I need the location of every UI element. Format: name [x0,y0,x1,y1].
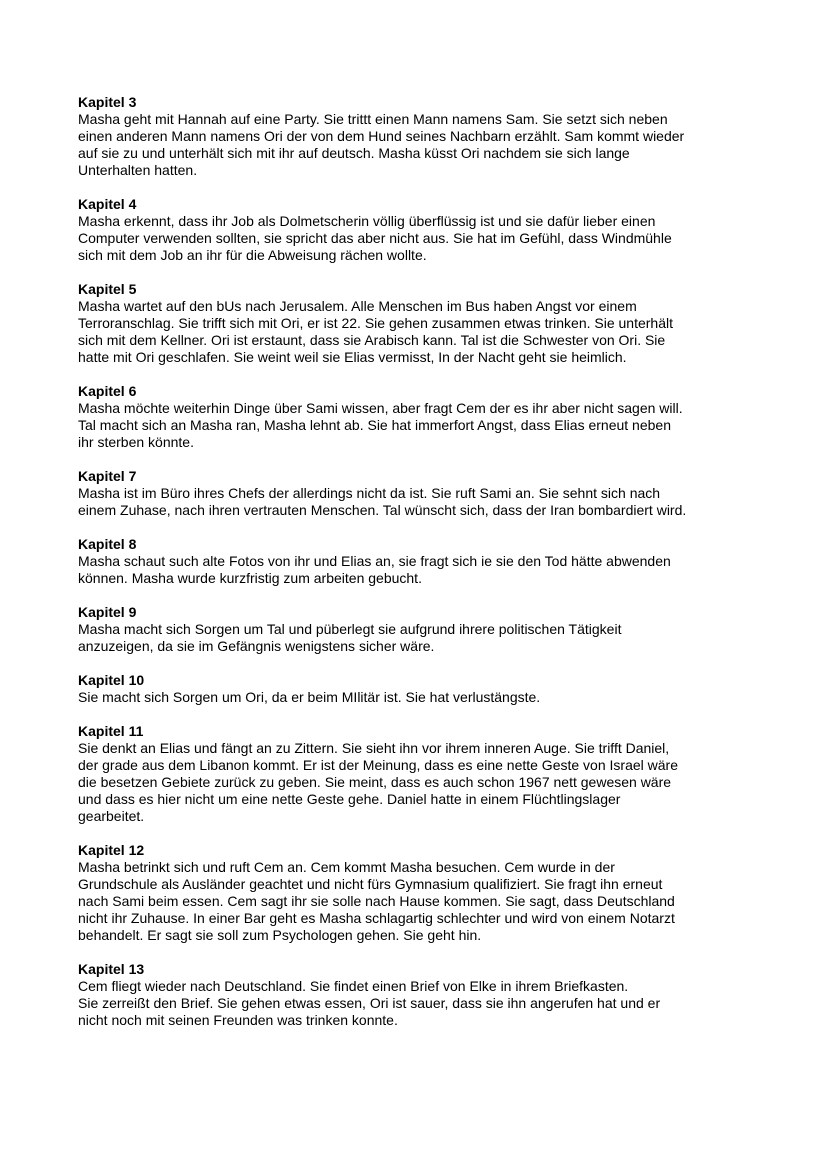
chapter-section-5 [78,281,758,366]
chapter-section-4 [78,196,758,264]
chapter-summary-text: Masha macht sich Sorgen um Tal und püberlegt sie aufgrund ihrere politischen Tätigkeit anzuzeigen, da sie im Gefängnis wenigstens sicher wäre. [78,621,622,654]
chapter-section-8 [78,536,758,587]
chapter-section-6 [78,383,758,451]
chapter-section-3 [78,94,758,179]
chapter-summary-text: Masha schaut such alte Fotos von ihr und Elias an, sie fragt sich ie sie den Tod hätte abwenden können. Masha wurde kurzfristig zum arbeiten gebucht. [78,553,671,586]
chapter-section-7 [78,468,758,519]
chapter-section-9 [78,604,758,655]
chapter-summary-text: Sie denkt an Elias und fängt an zu Zittern. Sie sieht ihn vor ihrem inneren Auge. Sie trifft Daniel, der grade aus dem Libanon kommt. Er ist der Meinung, dass es eine nette Geste von Israel wäre die besetzen Gebiete zurück zu geben. Sie meint, dass es auch schon 1967 nett gewesen wäre und dass es hier nicht um eine nette Geste gehe. Daniel hatte in einem Flüchtlingslager gearbeitet. [78,740,678,824]
chapter-heading: Kapitel 11 [78,723,144,739]
chapter-section-10 [78,672,758,706]
chapter-summary-text: Masha betrinkt sich und ruft Cem an. Cem kommt Masha besuchen. Cem wurde in der Grundschule als Ausländer geachtet und nicht fürs Gymnasium qualifiziert. Sie fragt ihn erneut nach Sami beim essen. Cem sagt ihr sie solle nach Hause kommen. Sie sagt, dass Deutschland nicht ihr Zuhause. In einer Bar geht es Masha schlagartig schlechter und wird von einem Notarzt behandelt. Er sagt sie soll zum Psychologen gehen. Sie geht hin. [78,859,675,943]
chapter-summary-text: Cem fliegt wieder nach Deutschland. Sie findet einen Brief von Elke in ihrem Briefkasten. Sie zerreißt den Brief. Sie gehen etwas essen, Ori ist sauer, dass sie ihn angerufen hat und er nicht noch mit seinen Freunden was trinken konnte. [78,978,661,1028]
chapter-heading: Kapitel 13 [78,961,145,977]
chapter-summary-text: Masha erkennt, dass ihr Job als Dolmetscherin völlig überflüssig ist und sie dafür lieber einen Computer verwenden sollten, sie spricht das aber nicht aus. Sie hat im Gefühl, dass Windmühle sich mit dem Job an ihr für die Abweisung rächen wollte. [78,213,672,263]
chapter-heading: Kapitel 9 [78,604,137,620]
chapter-summary-text: Masha ist im Büro ihres Chefs der allerdings nicht da ist. Sie ruft Sami an. Sie sehnt sich nach einem Zuhase, nach ihren vertrauten Menschen. Tal wünscht sich, dass der Iran bombardiert wird. [78,485,687,518]
chapter-heading: Kapitel 5 [78,281,137,297]
chapter-heading: Kapitel 10 [78,672,145,688]
chapter-section-12 [78,842,758,944]
chapter-heading: Kapitel 3 [78,94,137,110]
chapter-section-13 [78,961,758,1029]
chapter-summary-text: Masha möchte weiterhin Dinge über Sami wissen, aber fragt Cem der es ihr aber nicht sagen will. Tal macht sich an Masha ran, Masha lehnt ab. Sie hat immerfort Angst, dass Elias erneut neben ihr sterben könnte. [78,400,683,450]
chapter-summary-text: Sie macht sich Sorgen um Ori, da er beim MIlitär ist. Sie hat verlustängste. [78,689,541,705]
chapter-heading: Kapitel 4 [78,196,137,212]
chapter-heading: Kapitel 12 [78,842,145,858]
chapter-heading: Kapitel 8 [78,536,137,552]
chapter-summary-text: Masha wartet auf den bUs nach Jerusalem. Alle Menschen im Bus haben Angst vor einem Terroranschlag. Sie trifft sich mit Ori, er ist 22. Sie gehen zusammen etwas trinken. Sie unterhält sich mit dem Kellner. Ori ist erstaunt, dass sie Arabisch kann. Tal ist die Schwester von Ori. Sie hatte mit Ori geschlafen. Sie weint weil sie Elias vermisst, In der Nacht geht sie heimlich. [78,298,673,365]
chapter-summary-text: Masha geht mit Hannah auf eine Party. Sie trittt einen Mann namens Sam. Sie setzt sich neben einen anderen Mann namens Ori der von dem Hund seines Nachbarn erzählt. Sam kommt wieder auf sie zu und unterhält sich mit ihr auf deutsch. Masha küsst Ori nachdem sie sich lange Unterhalten hatten. [78,111,685,178]
chapter-heading: Kapitel 7 [78,468,137,484]
chapter-section-11 [78,723,758,825]
chapter-heading: Kapitel 6 [78,383,137,399]
